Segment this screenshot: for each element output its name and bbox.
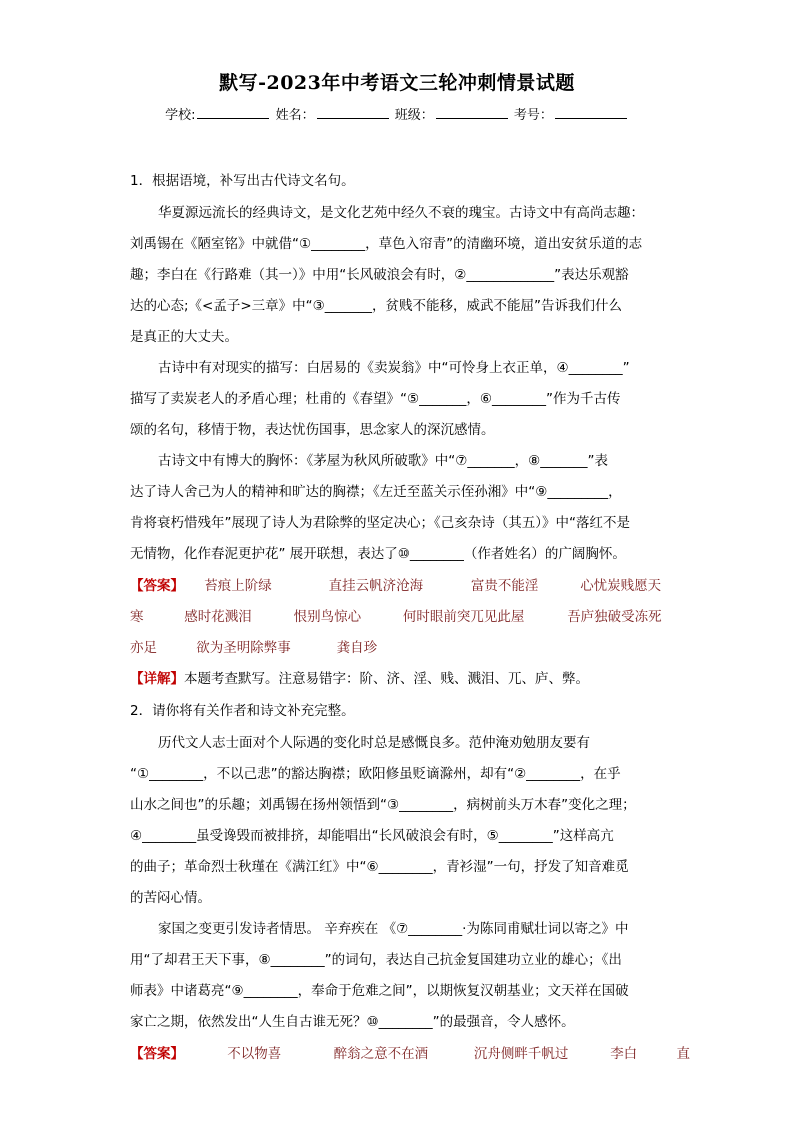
q2-text-line: 家国之变更引发诗者情思。 辛弃疾在 《⑦________·为陈同甫赋壮词以寄之》中	[158, 921, 629, 937]
q2-prompt: 2．请你将有关作者和诗文补充完整。	[130, 703, 355, 719]
q2-text-line: 家亡之期，依然发出“人生自古谁无死？⑩________”的最强音，令人感怀。	[130, 1014, 575, 1030]
q1-text-line: 刘禹锡在《陋室铭》中就借“①________，草色入帘青”的清幽环境，道出安贫乐道的志	[130, 236, 643, 252]
class-blank[interactable]	[436, 106, 508, 119]
answer-item: 不以物喜	[227, 1046, 282, 1062]
class-label: 班级：	[394, 108, 434, 123]
school-blank[interactable]	[197, 106, 269, 119]
q2-text-line: “①________，不以己悲”的豁达胸襟；欧阳修虽贬谪滁州，却有“②________，在乎	[130, 766, 621, 782]
page-title: 默写-2023年中考语文三轮冲刺情景试题	[219, 72, 575, 94]
answer-item: 心忧炭贱愿天	[580, 578, 662, 594]
answer-item: 欲为圣明除弊事	[196, 640, 291, 656]
answer-label: 【答案】	[130, 578, 184, 594]
answer-item: 吾庐独破受冻死	[567, 609, 662, 625]
detail-text: 本题考查默写。注意易错字：阶、济、淫、贱、溅泪、兀、庐、弊。	[184, 671, 589, 687]
q2-text-line: ④________虽受谗毁而被排挤，却能唱出“长风破浪会有时，⑤________”这样高亢	[130, 828, 614, 844]
q2-text-line: 的曲子；革命烈士秋瑾在《满江红》中“⑥________，青衫湿”一句，抒发了知音难觅	[130, 859, 629, 875]
answer-item: 富贵不能淫	[470, 578, 539, 594]
answer-item: 龚自珍	[336, 640, 378, 656]
q1-prompt: 1．根据语境，补写出古代诗文名句。	[130, 173, 355, 189]
student-info-row	[0, 104, 794, 123]
q1-detail-line	[130, 669, 670, 689]
answer-item: 醉翁之意不在酒	[333, 1046, 429, 1062]
q2-text-line: 用“了却君王天下事，⑧________”的词句，表达自己抗金复国建功立业的雄心；《出	[130, 952, 622, 968]
answer-item: 何时眼前突兀见此屋	[402, 609, 525, 625]
q2-text-line: 山水之间也”的乐趣；刘禹锡在扬州领悟到“③________，病树前头万木春”变化之理；	[130, 797, 636, 813]
answer-item: 直	[676, 1046, 690, 1062]
q1-text-line: 无情物，化作春泥更护花” 展开联想，表达了⑩________（作者姓名）的广阔胸怀。	[130, 546, 626, 562]
detail-label: 【详解】	[130, 671, 184, 687]
answer-item: 恨别鸟惊心	[293, 609, 362, 625]
q1-text-line: 达的心态;《<孟子>三章》中“③_______，贫贱不能移，威武不能屈”告诉我们什么	[130, 298, 623, 314]
name-blank[interactable]	[317, 106, 389, 119]
q1-text-line: 达了诗人舍己为人的精神和旷达的胸襟；《左迁至蓝关示侄孙湘》中“⑨_________，	[130, 484, 622, 500]
q2-answer-line	[130, 1044, 690, 1064]
q1-text-line: 肯将衰朽惜残年”展现了诗人为君除弊的坚定决心；《己亥杂诗（其五）》中“落红不是	[130, 515, 630, 531]
q1-answer-line	[130, 607, 670, 627]
answer-item: 直挂云帆济沧海	[328, 578, 424, 594]
answer-item: 李白	[610, 1046, 638, 1062]
q1-text-line: 古诗中有对现实的描写：白居易的《卖炭翁》中“可怜身上衣正单，④________”	[158, 360, 630, 376]
answer-item: 感时花溅泪	[184, 609, 252, 625]
q1-text-line: 趣；李白在《行路难（其一）》中用“长风破浪会有时，②_____________”表达乐观豁	[130, 267, 629, 283]
answer-item: 寒	[130, 609, 144, 625]
answer-item: 亦足	[130, 640, 157, 656]
school-label: 学校:	[165, 108, 196, 123]
q1-answer-line	[130, 638, 670, 658]
q2-text-line: 师表》中诸葛亮“⑨________，奉命于危难之间”，以期恢复汉朝基业；文天祥在国破	[130, 983, 629, 999]
q1-text-line: 华夏源远流长的经典诗文，是文化艺苑中经久不衰的瑰宝。古诗文中有高尚志趣：	[158, 205, 644, 221]
answer-item: 苔痕上阶绿	[204, 578, 272, 594]
q1-text-line: 是真正的大丈夫。	[130, 329, 238, 345]
q1-text-line: 描写了卖炭老人的矛盾心理；杜甫的《春望》“⑤_______，⑥________”作为千古传	[130, 391, 621, 407]
q1-answer-line	[130, 576, 670, 596]
answer-item: 沉舟侧畔千帆过	[473, 1046, 569, 1062]
answer-label: 【答案】	[130, 1046, 184, 1062]
q1-text-line: 颂的名句，移情于物，表达忧伤国事，思念家人的深沉感情。	[130, 422, 495, 438]
name-label: 姓名：	[275, 108, 315, 123]
exam-no-label: 考号：	[513, 108, 553, 123]
exam-no-blank[interactable]	[555, 106, 627, 119]
q2-text-line: 的苦闷心情。	[130, 890, 211, 906]
q1-text-line: 古诗文中有博大的胸怀：《茅屋为秋风所破歌》中“⑦_______，⑧_______”表	[158, 453, 608, 469]
q2-text-line: 历代文人志士面对个人际遇的变化时总是感慨良多。范仲淹劝勉朋友要有	[158, 735, 590, 751]
